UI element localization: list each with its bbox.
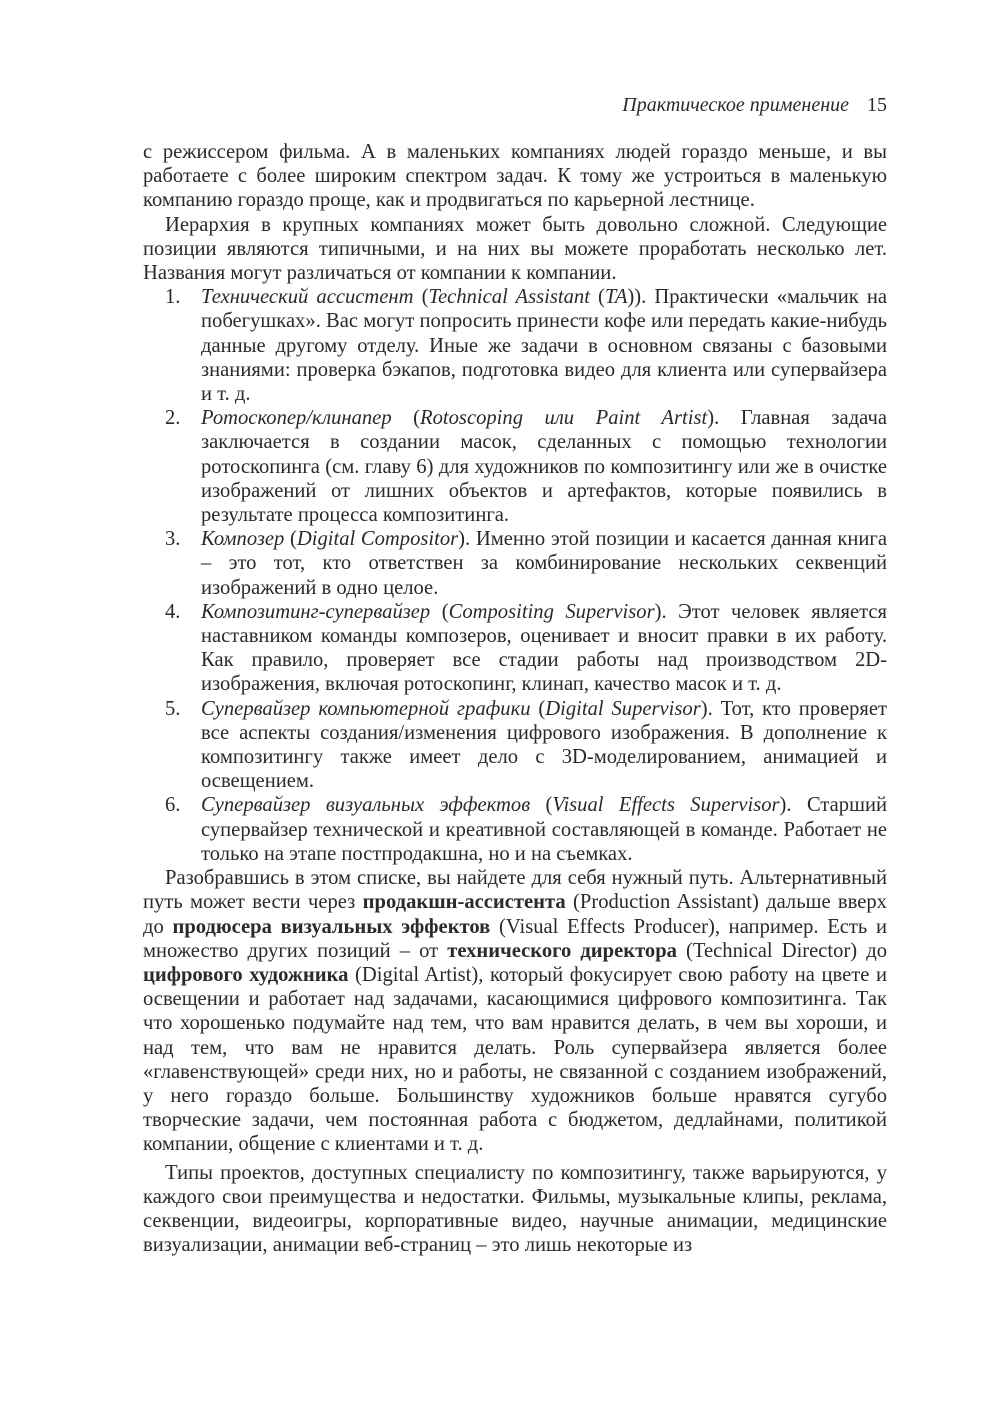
term-ru: Композитинг-супервайзер bbox=[201, 600, 431, 623]
bold-term: продакшн-ассистента bbox=[362, 891, 566, 914]
paren: ( bbox=[413, 286, 429, 309]
text-run: (Technical Director) до bbox=[676, 939, 887, 962]
paren: ( bbox=[530, 697, 546, 720]
term-en: Technical Assistant bbox=[428, 286, 590, 309]
list-item bbox=[143, 697, 887, 794]
paren: ( bbox=[530, 794, 553, 817]
term-en: Visual Effects Supervisor bbox=[552, 794, 780, 817]
item-text: . Именно этой позиции и касается данная книга – это тот, кто ответствен за комбинирование нескольких секвенций изображений в одно целое. bbox=[201, 528, 887, 599]
positions-list bbox=[143, 285, 887, 866]
term-en: Digital Compositor bbox=[296, 528, 459, 551]
paren: ( bbox=[391, 407, 421, 430]
book-page bbox=[143, 88, 887, 1257]
paren: ) bbox=[654, 600, 662, 623]
list-item bbox=[143, 600, 887, 697]
list-item bbox=[143, 527, 887, 600]
term-en: Compositing Supervisor bbox=[448, 600, 655, 623]
list-item bbox=[143, 285, 887, 406]
item-text: . Тот, кто проверяет все аспекты создания/изменения цифрового изображения. В дополнение к композитингу также имеет дело с 3D-моделированием, анимацией и освещением. bbox=[201, 697, 888, 793]
paren: )) bbox=[627, 286, 642, 309]
list-number: 3. bbox=[165, 528, 181, 551]
item-text: . Старший супервайзер технической и креативной составляющей в команде. Работает не только на этапе постпродакшна, но и на съемках. bbox=[201, 794, 887, 865]
paren: ( bbox=[284, 528, 297, 551]
list-number: 5. bbox=[165, 697, 181, 720]
running-header bbox=[143, 88, 887, 126]
term-ru: Технический ассистент bbox=[201, 286, 414, 309]
list-number: 4. bbox=[165, 600, 181, 623]
list-item bbox=[143, 793, 887, 866]
term-ru: Супервайзер компьютерной графики bbox=[201, 697, 531, 720]
paragraph-4: Типы проектов, доступных специалисту по композитингу, также варьируются, у каждого свои преимущества и недостатки. Фильмы, музыкальные клипы, реклама, секвенции, видеоигры, корпоративные видео, научные анимации, медицинские визуализации, анимации веб-страниц – это лишь некоторые из bbox=[143, 1161, 887, 1257]
list-number: 2. bbox=[165, 407, 181, 430]
list-number: 1. bbox=[165, 286, 181, 309]
item-text: . Этот человек является наставником команды композеров, оценивает и вносит правки в их работу. Как правило, проверяет все стадии работы над производством 2D-изображения, включая ротоскопинг, клинап, качество масок и т. д. bbox=[201, 600, 887, 696]
text-run: Разобравшись в этом списке, вы найдете для себя нужный путь. Альтернативный путь может вести через bbox=[143, 867, 887, 914]
bold-term: цифрового художника bbox=[143, 963, 349, 986]
bold-term: продюсера визуальных эффектов bbox=[172, 915, 491, 938]
term-ru: Супервайзер визуальных эффектов bbox=[201, 794, 531, 817]
text-run: (Digital Artist), который фокусирует свою работу на цвете и освещении и работает над задачами, касающимися цифрового композитинга. Так что хорошенько подумайте над тем, что вам нравится делать, в чем вы хороши, и над тем, что вам не нравится делать. Роль супервайзера является более «главенствующей» среди них, но и работы, не связанной с созданием изображений, у него гораздо больше. Большинству художников больше нравятся сугубо творческие задачи, чем постоянная работа с бюджетом, дедлайнами, политикой компании, общение с клиентами и т. д. bbox=[143, 963, 887, 1156]
item-text: . Главная задача заключается в создании масок, сделанных с помощью технологии ротоскопинга (см. главу 6) для художников по композитингу или же в очистке изображений от лишних объектов и артефактов, которые появились в результате процесса композитинга. bbox=[201, 407, 887, 527]
paren: ) bbox=[458, 528, 466, 551]
paragraph-1: с режиссером фильма. А в маленьких компаниях людей гораздо меньше, и вы работаете с более широким спектром задач. К тому же устроиться в маленькую компанию гораздо проще, как и продвигаться по карьерной лестнице. bbox=[143, 141, 887, 212]
term-ru: Ротоскопер/клинапер bbox=[201, 407, 392, 430]
paren: ) bbox=[700, 697, 708, 720]
paren: ) bbox=[779, 794, 787, 817]
item-text: . Практически «мальчик на побегушках». Вас могут попросить принести кофе или передать какие-нибудь данные другому отделу. Иные же задачи в основном связаны с базовыми знаниями: проверка бэкапов, подготовка видео для клиента или супервайзера и т. д. bbox=[201, 286, 887, 406]
bold-term: технического директора bbox=[447, 939, 677, 962]
paren: ( bbox=[589, 286, 605, 309]
list-number: 6. bbox=[165, 794, 181, 817]
paren: ) bbox=[707, 407, 715, 430]
paragraph-2: Иерархия в крупных компаниях может быть довольно сложной. Следующие позиции являются типичными, и на них вы можете проработать несколько лет. Названия могут различаться от компании к компании. bbox=[143, 213, 887, 285]
paragraph-3 bbox=[143, 866, 887, 1156]
term-en: Rotoscoping или Paint Artist bbox=[420, 407, 708, 430]
paren: ( bbox=[430, 600, 449, 623]
text-run: (Visual Effects Producer), например. Есть и множество других позиций – от bbox=[143, 915, 887, 962]
term-abbr: TA bbox=[604, 286, 628, 309]
list-item bbox=[143, 406, 887, 527]
text-run: (Production Assistant) дальше вверх до bbox=[143, 891, 887, 938]
page-number: 15 bbox=[867, 94, 887, 116]
running-title: Практическое применение bbox=[622, 94, 849, 116]
term-en: Digital Supervisor bbox=[545, 697, 701, 720]
term-ru: Композер bbox=[201, 528, 285, 551]
